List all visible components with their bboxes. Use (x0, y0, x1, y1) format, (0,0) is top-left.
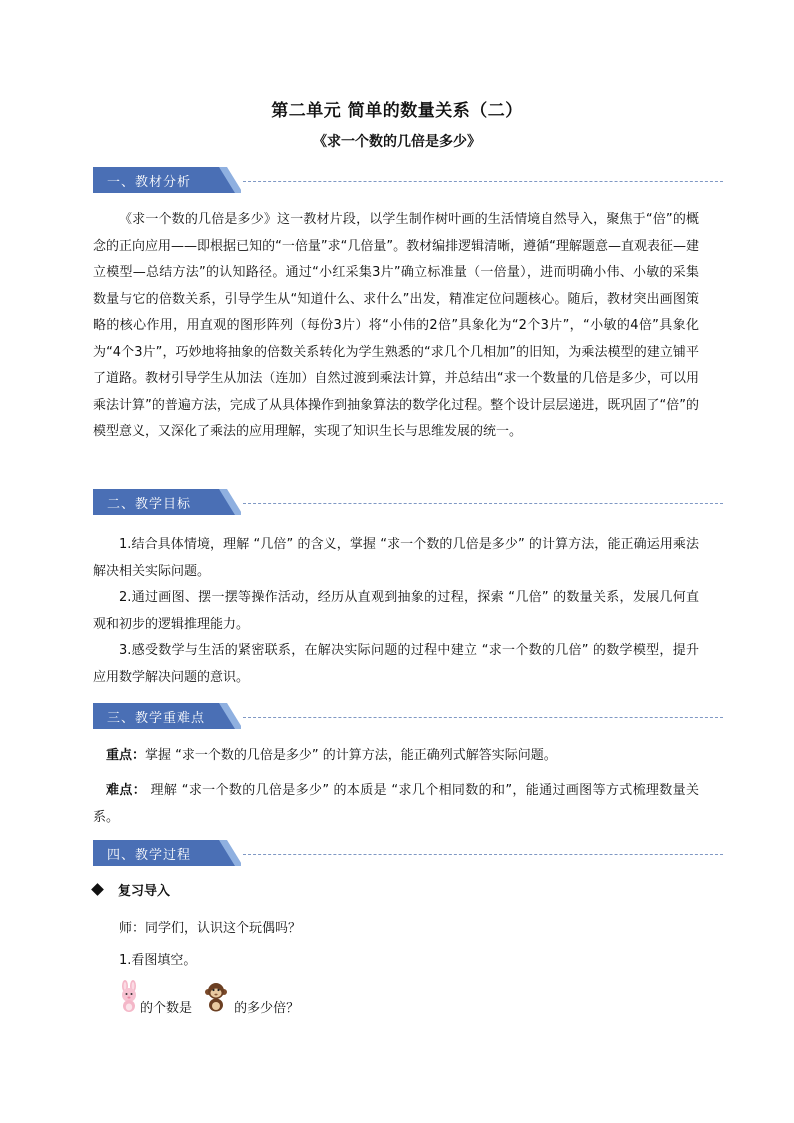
pink-bunny-icon (118, 980, 140, 1016)
section-label: 二、教学目标 (107, 497, 192, 512)
key-point (93, 743, 699, 770)
difficult-point-text: 理解 “求一个数的几倍是多少” 的本质是 “求几个相同数的和”，能通过画图等方式梳理数量关系。 (93, 783, 699, 825)
difficult-point (93, 778, 699, 831)
page-subtitle: 《求一个数的几倍是多少》 (313, 134, 481, 150)
section-tab (93, 489, 241, 515)
difficult-point-label: 难点： (106, 783, 147, 798)
section-tab (93, 840, 241, 866)
analysis-paragraph: 《求一个数的几倍是多少》这一教材片段，以学生制作树叶画的生活情境自然导入，聚焦于“倍”的概念的正向应用——即根据已知的“一倍量”求“几倍量”。教材编排逻辑清晰，遵循“理解题意—直观表征—建立模型—总结方法”的认知路径。通过“小红采集3片”确立标准量（一倍量），进而明确小伟、小敏的采集数量与它的倍数关系，引导学生从“知道什么、求什么”出发，精准定位问题核心。随后，教材突出画图策略的核心作用，用直观的图形阵列（每份3片）将“小伟的2倍”具象化为“2个3片”，“小敏的4倍”具象化为“4个3片”，巧妙地将抽象的倍数关系转化为学生熟悉的“求几个几相加”的旧知，为乘法模型的建立铺平了道路。教材引导学生从加法（连加）自然过渡到乘法计算，并总结出“求一个数量的几倍是多少，可以用乘法计算”的普遍方法，完成了从具体操作到抽象算法的数学化过程。整个设计层层递进，既巩固了“倍”的模型意义，又深化了乘法的应用理解，实现了知识生长与思维发展的统一。 (93, 212, 699, 439)
goal-item-3: 3.感受数学与生活的紧密联系，在解决实际问题的过程中建立 “求一个数的几倍” 的数学模型，提升应用数学解决问题的意识。 (93, 643, 699, 685)
toy-question (118, 980, 299, 1016)
section-divider (243, 717, 723, 718)
goal-item-1: 1.结合具体情境，理解 “几倍” 的含义，掌握 “求一个数的几倍是多少” 的计算方法，能正确运用乘法解决相关实际问题。 (93, 537, 699, 579)
key-point-text: 掌握 “求一个数的几倍是多少” 的计算方法，能正确列式解答实际问题。 (145, 748, 557, 763)
task-line: 1.看图填空。 (119, 953, 197, 968)
goal-item-2: 2.通过画图、摆一摆等操作活动，经历从直观到抽象的过程，探索 “几倍” 的数量关系，发展几何直观和初步的逻辑推理能力。 (93, 590, 699, 632)
page-title: 第二单元 简单的数量关系（二） (271, 101, 523, 121)
key-point-label: 重点： (106, 748, 146, 763)
section-divider (243, 181, 723, 182)
brown-monkey-icon (204, 980, 228, 1016)
section-tab (93, 167, 241, 193)
section-header-process (93, 840, 723, 866)
section-divider (243, 503, 723, 504)
section-header-analysis (93, 167, 723, 193)
section-header-goals (93, 489, 723, 515)
section-label: 三、教学重难点 (107, 711, 206, 726)
section-divider (243, 854, 723, 855)
section-header-key-points (93, 703, 723, 729)
teacher-line: 师：同学们，认识这个玩偶吗？ (119, 921, 302, 936)
question-text-part1: 的个数是 (140, 1001, 193, 1016)
process-step-label: 复习导入 (118, 884, 171, 899)
section-tab (93, 703, 241, 729)
section-label: 一、教材分析 (107, 175, 192, 190)
diamond-bullet-icon (91, 883, 104, 896)
question-text-part2: 的多少倍？ (234, 1001, 300, 1016)
process-step-heading (93, 880, 170, 899)
section-label: 四、教学过程 (107, 848, 192, 863)
